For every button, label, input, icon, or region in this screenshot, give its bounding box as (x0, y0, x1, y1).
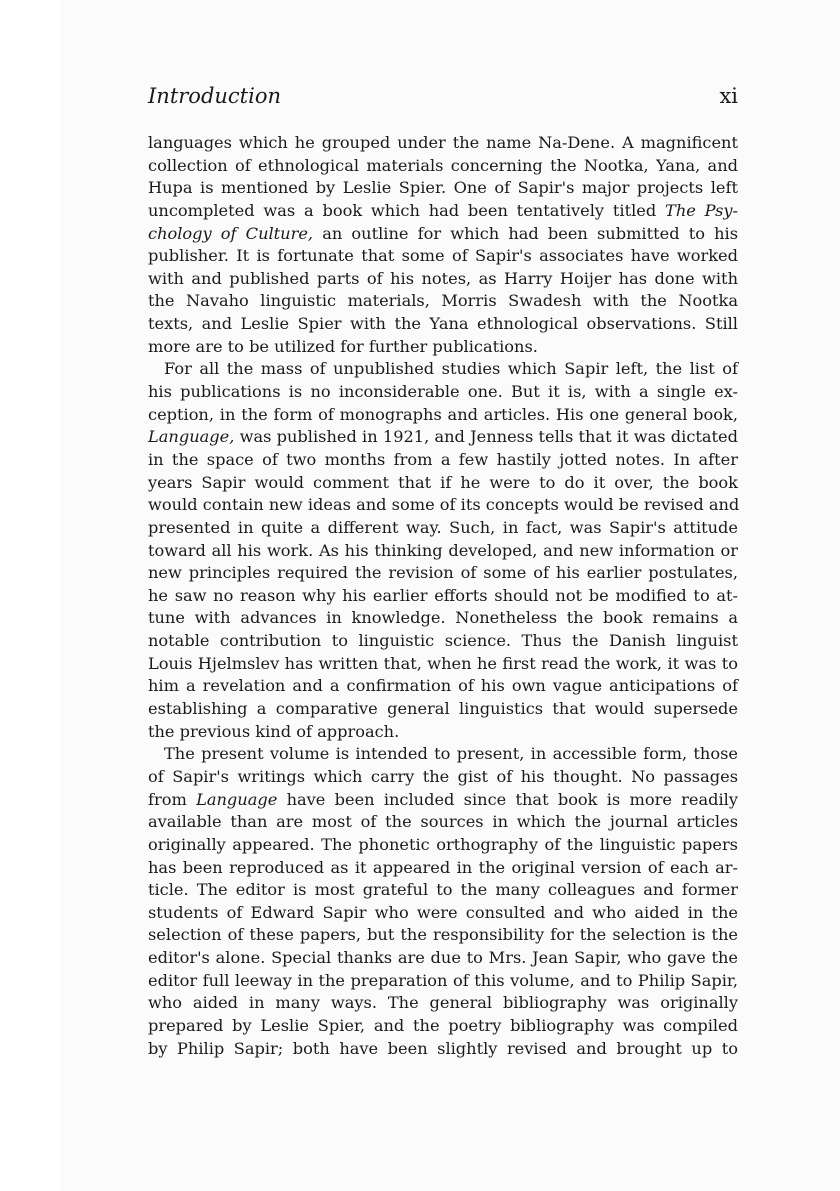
text-line (148, 992, 738, 1015)
text-line (148, 653, 738, 676)
text-line (148, 857, 738, 880)
text-line (148, 472, 738, 495)
text-line (148, 607, 738, 630)
page-number: xi (719, 84, 738, 108)
text-segment: an outline for which had been submitted to his (313, 223, 739, 243)
text-line (148, 358, 738, 381)
text-segment: in the space of two months from a few hastily jotted notes. In after (148, 449, 738, 469)
text-line (148, 834, 738, 857)
text-line (148, 1038, 738, 1061)
text-segment: has been reproduced as it appeared in the original version of each ar- (148, 857, 738, 877)
italic-text: The Psy- (665, 200, 739, 220)
text-line (148, 245, 738, 268)
text-line (148, 426, 738, 449)
text-line (148, 970, 738, 993)
text-segment: notable contribution to linguistic science. Thus the Danish linguist (148, 631, 738, 651)
text-line (148, 517, 738, 540)
text-segment: of Sapir's writings which carry the gist of his thought. No passages (148, 766, 738, 786)
text-line (148, 132, 738, 155)
body-text (148, 132, 738, 1060)
text-segment: editor's alone. Special thanks are due to Mrs. Jean Sapir, who gave the (148, 948, 738, 968)
text-segment: by Philip Sapir; both have been slightly revised and brought up to (148, 1038, 738, 1058)
text-segment: presented in quite a different way. Such, in fact, was Sapir's attitude (148, 517, 738, 537)
text-segment: texts, and Leslie Spier with the Yana ethnological observations. Still (148, 314, 738, 334)
text-line (148, 585, 738, 608)
text-line (148, 675, 738, 698)
text-line (148, 721, 738, 744)
italic-text: Language (196, 789, 278, 809)
text-line (148, 268, 738, 291)
text-segment: selection of these papers, but the responsibility for the selection is the (148, 925, 738, 945)
paragraph (148, 743, 738, 1060)
text-segment: publisher. It is fortunate that some of Sapir's associates have worked (148, 246, 738, 266)
text-segment: editor full leeway in the preparation of this volume, and to Philip Sapir, (148, 970, 738, 990)
text-segment: he saw no reason why his earlier efforts should not be modified to at- (148, 585, 738, 605)
text-segment: years Sapir would comment that if he were to do it over, the book (148, 472, 738, 492)
text-segment: from (148, 789, 197, 809)
text-line (148, 562, 738, 585)
text-segment: prepared by Leslie Spier, and the poetry bibliography was compiled (148, 1015, 738, 1035)
paragraph (148, 132, 738, 358)
text-line (148, 789, 738, 812)
text-segment: who aided in many ways. The general bibliography was originally (148, 993, 738, 1013)
text-segment: For all the mass of unpublished studies which Sapir left, the list of (164, 359, 738, 379)
text-line (148, 1015, 738, 1038)
text-segment: him a revelation and a confirmation of his own vague anticipations of (148, 676, 738, 696)
text-line (148, 155, 738, 178)
text-segment: available than are most of the sources in which the journal articles (148, 812, 738, 832)
text-segment: his publications is no inconsiderable one. But it is, with a single ex- (148, 382, 738, 402)
text-segment: collection of ethnological materials concerning the Nootka, Yana, and (148, 155, 738, 175)
text-line (148, 177, 738, 200)
text-segment: have been included since that book is more readily (277, 789, 738, 809)
text-segment: Hupa is mentioned by Leslie Spier. One of Sapir's major projects left (148, 178, 738, 198)
text-segment: students of Edward Sapir who were consulted and who aided in the (148, 902, 738, 922)
text-segment: was published in 1921, and Jenness tells that it was dictated (234, 427, 738, 447)
text-segment: the previous kind of approach. (148, 721, 400, 741)
text-line (148, 381, 738, 404)
text-line (148, 336, 738, 359)
text-line (148, 924, 738, 947)
page-header (148, 84, 738, 114)
paragraph (148, 358, 738, 743)
text-segment: the Navaho linguistic materials, Morris Swadesh with the Nootka (148, 291, 738, 311)
text-segment: new principles required the revision of some of his earlier postulates, (148, 563, 738, 583)
text-segment: establishing a comparative general linguistics that would supersede (148, 699, 738, 719)
text-segment: originally appeared. The phonetic orthography of the linguistic papers (148, 834, 738, 854)
text-line (148, 879, 738, 902)
text-line (148, 902, 738, 925)
text-segment: toward all his work. As his thinking developed, and new information or (148, 540, 738, 560)
text-line (148, 811, 738, 834)
text-segment: ticle. The editor is most grateful to the many colleagues and former (148, 880, 738, 900)
text-line (148, 743, 738, 766)
text-segment: The present volume is intended to present, in accessible form, those (164, 744, 738, 764)
text-line (148, 223, 738, 246)
text-line (148, 630, 738, 653)
text-line (148, 313, 738, 336)
text-line (148, 449, 738, 472)
text-line (148, 494, 738, 517)
text-line (148, 200, 738, 223)
text-segment: tune with advances in knowledge. Nonetheless the book remains a (148, 608, 738, 628)
text-line (148, 290, 738, 313)
text-segment: more are to be utilized for further publications. (148, 336, 538, 356)
text-line (148, 404, 738, 427)
text-segment: Louis Hjelmslev has written that, when he first read the work, it was to (148, 653, 738, 673)
running-title: Introduction (148, 84, 281, 108)
text-line (148, 947, 738, 970)
text-segment: languages which he grouped under the name Na-Dene. A magnificent (148, 133, 738, 152)
italic-text: chology of Culture, (148, 223, 314, 243)
text-line (148, 766, 738, 789)
text-segment: with and published parts of his notes, as Harry Hoijer has done with (148, 268, 738, 288)
italic-text: Language, (148, 427, 235, 447)
text-line (148, 698, 738, 721)
text-segment: would contain new ideas and some of its concepts would be revised and (148, 495, 740, 515)
text-segment: uncompleted was a book which had been tentatively titled (148, 200, 666, 220)
text-line (148, 540, 738, 563)
text-segment: ception, in the form of monographs and articles. His one general book, (148, 404, 738, 424)
